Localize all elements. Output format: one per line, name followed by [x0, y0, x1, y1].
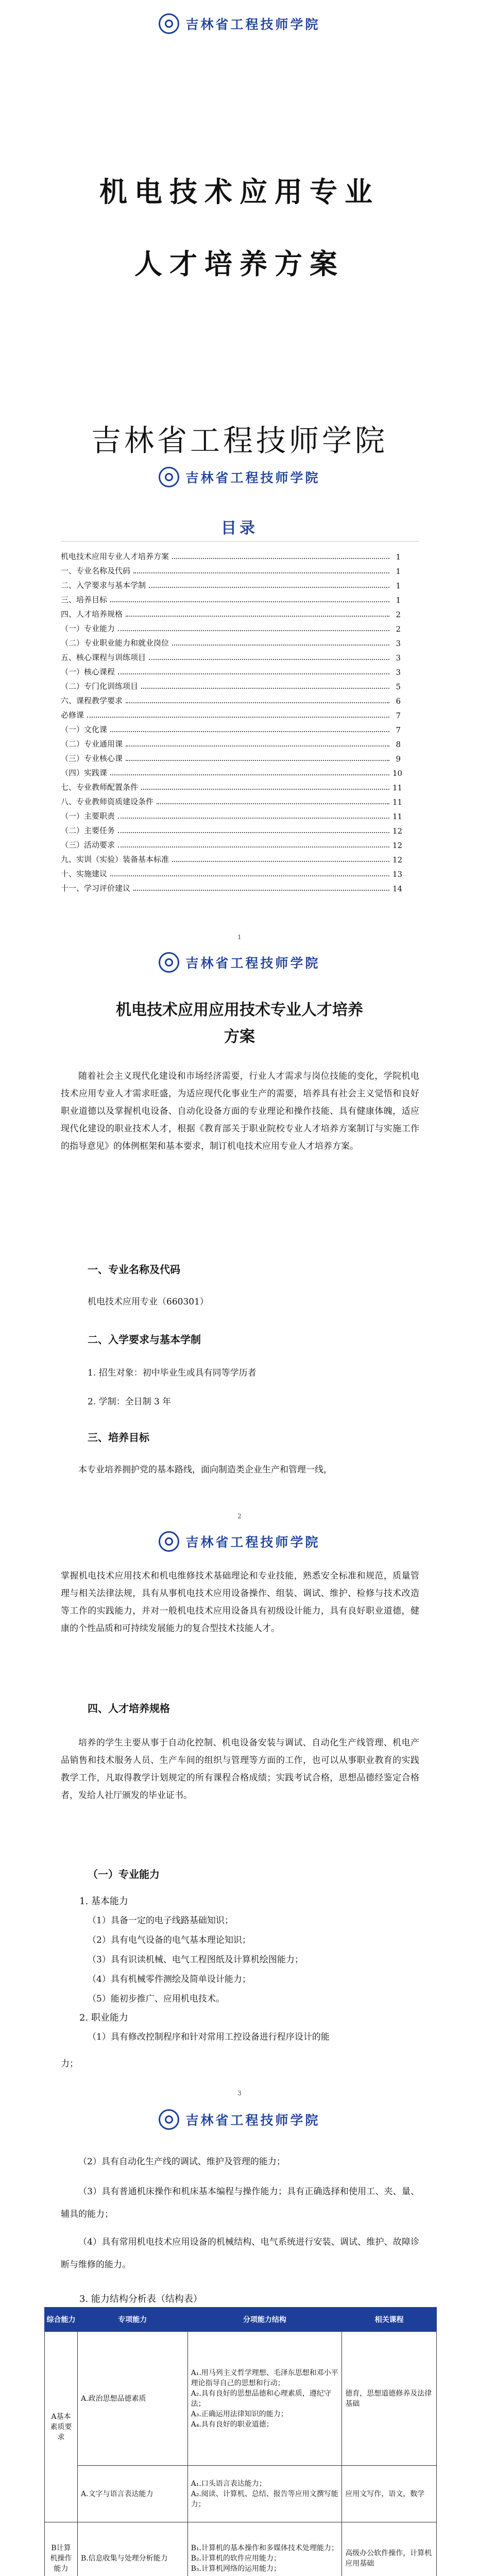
toc-entry-label: 十一、学习评价建议: [61, 884, 131, 893]
toc-entry-label: 六、课程教学要求: [61, 696, 123, 705]
table-specialty-cell: A.政治思想品德素质: [77, 2332, 187, 2466]
toc-entry-label: （二）主要任务: [61, 826, 115, 835]
toc-entry[interactable]: [61, 735, 401, 749]
page-number: 2: [237, 1513, 242, 1520]
toc-entry[interactable]: [61, 865, 401, 879]
toc-entry-page: 3: [396, 668, 401, 677]
toc-entry-page: 12: [392, 841, 403, 850]
toc-entry-page: 10: [392, 769, 403, 778]
table-header-cell: 综合能力: [45, 2308, 78, 2332]
section-heading: 四、人才培养规格: [88, 1702, 170, 1715]
toc-leader-dots: [110, 774, 389, 775]
toc-entry-label: 十、实施建议: [61, 869, 108, 878]
toc-entry-page: 11: [392, 783, 403, 792]
toc-entry[interactable]: [61, 850, 401, 865]
toc-entry[interactable]: [61, 778, 401, 792]
school-emblem-icon: [159, 1531, 179, 1552]
toc-entry-label: （四）实践课: [61, 768, 108, 777]
toc-entry-page: 12: [392, 826, 403, 836]
table-header-cell: 相关课程: [342, 2308, 437, 2332]
toc-entry[interactable]: [61, 720, 401, 735]
toc-leader-dots: [118, 846, 389, 848]
toc-leader-dots: [149, 587, 389, 588]
toc-entry[interactable]: [61, 562, 401, 576]
toc-entry-label: （三）专业核心课: [61, 754, 123, 763]
ability-item: （2）具有电气设备的电气基本理论知识；: [88, 1935, 251, 1945]
table-detail-cell: A₁.口头语言表达能力； A₂.阅读、计算机、总结、报告等应用文撰写能力；: [187, 2466, 342, 2522]
toc-entry-page: 7: [396, 725, 401, 735]
toc-entry[interactable]: [61, 547, 401, 562]
prof-item: （2）具有自动化生产线的调试、维护及管理的能力；: [78, 2157, 285, 2167]
toc-entry-label: 九、实训（实验）装备基本标准: [61, 855, 169, 864]
toc-entry[interactable]: [61, 576, 401, 590]
ability-item: （1）具备一定的电子线路基础知识；: [88, 1916, 233, 1926]
toc-leader-dots: [126, 616, 389, 617]
toc-entry[interactable]: [61, 836, 401, 850]
toc-entry-page: 1: [396, 596, 401, 605]
toc-entry-page: 14: [392, 884, 403, 893]
cover-logo: 吉林省工程技师学院: [0, 467, 479, 487]
toc-entry[interactable]: [61, 879, 401, 893]
cover-title-line1: 机电技术应用专业: [99, 175, 380, 208]
toc-entry[interactable]: [61, 749, 401, 764]
toc-entry[interactable]: [61, 590, 401, 605]
toc-entry-page: 8: [396, 740, 401, 749]
toc-leader-dots: [172, 861, 389, 862]
toc-entry-label: 三、培养目标: [61, 595, 108, 604]
toc-leader-dots: [110, 601, 389, 602]
table-courses-cell: 应用文写作，语文，数学: [342, 2466, 437, 2522]
toc-entry-page: 1: [396, 567, 401, 576]
table-header-cell: 分项能力结构: [187, 2308, 342, 2332]
toc-entry-page: 2: [396, 610, 401, 619]
table-row: [45, 2332, 437, 2466]
toc-entry-page: 5: [396, 682, 401, 691]
prof-item: （3）具有普通机床操作和机床基本编程与操作能力；具有正确选择和使用工、夹、量、辅具的能力；: [61, 2187, 419, 2219]
table-header-cell: 专项能力: [77, 2308, 187, 2332]
toc-leader-dots: [133, 572, 389, 573]
subsection-heading: （一）专业能力: [88, 1868, 160, 1880]
school-emblem-icon: [159, 952, 179, 973]
toc-entry-label: （二）专门化训练项目: [61, 682, 139, 691]
toc-leader-dots: [118, 832, 389, 833]
admission-item: 1. 招生对象：初中毕业生或具有同等学历者: [88, 1368, 256, 1378]
toc-leader-dots: [149, 659, 389, 660]
toc-leader-dots: [110, 875, 389, 876]
toc-entry-label: （一）主要职责: [61, 811, 115, 821]
toc-entry[interactable]: [61, 792, 401, 807]
ability-table: [44, 2307, 437, 2576]
table-row: [45, 2466, 437, 2522]
toc-entry[interactable]: [61, 677, 401, 691]
ability-item: （4）具有机械零件测绘及简单设计能力；: [88, 1974, 251, 1985]
toc-leader-dots: [172, 558, 389, 559]
school-emblem-icon: [159, 2109, 179, 2130]
toc-entry-label: （二）专业通用课: [61, 739, 123, 749]
toc-leader-dots: [141, 688, 389, 689]
page-header-logo: 吉林省工程技师学院: [0, 2109, 479, 2130]
toc-entry-label: 四、人才培养规格: [61, 609, 123, 619]
page-number: 3: [237, 2090, 242, 2097]
toc-entry[interactable]: [61, 691, 401, 706]
prof-title: 2. 职业能力: [79, 2012, 128, 2023]
toc-leader-dots: [172, 645, 389, 646]
table-specialty-cell: A.文字与语言表达能力: [77, 2466, 187, 2522]
toc-entry-label: 必修课: [61, 710, 84, 720]
toc-entry-page: 3: [396, 639, 401, 648]
ability-title: 1. 基本能力: [79, 1896, 128, 1907]
toc-entry-page: 2: [396, 624, 401, 634]
section-heading: 一、专业名称及代码: [88, 1263, 180, 1276]
toc-entry[interactable]: [61, 764, 401, 778]
major-code: 机电技术应用专业（660301）: [88, 1297, 209, 1307]
toc-leader-dots: [126, 702, 389, 703]
toc-entry-page: 12: [392, 855, 403, 865]
intro-paragraph: 随着社会主义现代化建设和市场经济需要，行业人才需求与岗位技能的变化，学院机电技术应用专业人才需求旺盛，为适应现代化事业生产的需要，培养具有社会主义觉悟和良好职业道德以及掌握机电设备、自动化设备方面的专业理论和操作技能、具有健康体魄，适应现代化建设的职业技术人才，根据《教育部关于职业院校专业人才培养方案制订与实施工作的指导意见》的体例框架和基本要求，制订机电技术应用专业人才培养方案。: [61, 1071, 419, 1151]
table-courses-cell: 德育，思想道德修养及法律基础: [342, 2332, 437, 2466]
page-header-logo: 吉林省工程技师学院: [0, 1531, 479, 1552]
toc-entry-label: 二、入学要求与基本学制: [61, 581, 146, 590]
toc-leader-dots: [141, 789, 389, 790]
toc-entry[interactable]: [61, 619, 401, 634]
toc-entry-label: （三）活动要求: [61, 840, 115, 850]
toc-entry[interactable]: [61, 648, 401, 663]
spec-paragraph: 培养的学生主要从事于自动化控制、机电设备安装与调试、自动化生产线管理、机电产品销售和技术服务人员、生产车间的组织与管理等方面的工作，也可以从事职业教育的实践教学工作，凡取得教学计划规定的所有课程合格成绩；实践考试合格，思想品德经鉴定合格者，发给人社厅颁发的毕业证书。: [61, 1738, 419, 1801]
toc-entry-label: 八、专业教师资质建设条件: [61, 797, 154, 806]
toc-entry-page: 9: [396, 754, 401, 764]
toc-heading: 目录: [221, 519, 258, 537]
admission-item: 2. 学制：全日制 3 年: [88, 1397, 172, 1407]
toc-entry[interactable]: [61, 605, 401, 619]
school-emblem-icon: [159, 467, 179, 487]
ability-item: （5）能初步推广、应用机电技术。: [88, 1994, 225, 2004]
toc-leader-dots: [118, 673, 389, 674]
toc-entry-label: 七、专业教师配置条件: [61, 783, 139, 792]
toc-entry-page: 11: [392, 812, 403, 821]
table-row: [45, 2522, 437, 2576]
table-detail-cell: A₁.用马列主义哲学理想、毛泽东思想和邓小平理论指导自己的思想和行动； A₂.具有良好的思想品德和心理素质，遵纪守法； A₃.正确运用法律知识的能力； A₄.具有良好的职业道德；: [187, 2332, 342, 2466]
toc-entry-page: 6: [396, 697, 401, 706]
toc-leader-dots: [87, 717, 389, 718]
toc-entry-page: 1: [396, 581, 401, 590]
table-category-cell: A基本素质要求: [45, 2332, 78, 2522]
goal-paragraph-cont: 掌握机电技术应用技术和机电维修技术基础理论和专业技能，熟悉安全标准和规范，质量管理与相关法律法规，具有从事机电技术应用设备操作、组装、调试、维护、检修与技术改造等工作的实践能力，并对一般机电技术应用设备具有初级设计能力，具有良好职业道德，健康的个性品质和可持续发展能力的复合型技术技能人才。: [61, 1571, 419, 1634]
page-number: 1: [237, 934, 242, 941]
section-heading: 三、培养目标: [88, 1431, 149, 1444]
ability-table-wrap: [44, 2307, 437, 2576]
toc-leader-dots: [126, 760, 389, 761]
doc-title-line2: 方案: [224, 1028, 255, 1046]
header-logo: 吉林省工程技师学院: [0, 13, 479, 34]
table-title: 3. 能力结构分析表（结构表）: [79, 2294, 202, 2304]
toc-entry-label: （一）专业能力: [61, 624, 115, 633]
toc-entry-label: 五、核心课程与训练项目: [61, 653, 146, 662]
toc-entry[interactable]: [61, 807, 401, 821]
toc-leader-dots: [118, 818, 389, 819]
page-header-logo: 吉林省工程技师学院: [0, 952, 479, 973]
toc-entry-label: （一）核心课程: [61, 667, 115, 676]
toc-leader-dots: [110, 731, 389, 732]
toc-entry-page: 7: [396, 711, 401, 720]
toc-entry[interactable]: [61, 634, 401, 648]
toc-entry-page: 13: [392, 870, 403, 879]
toc-entry-label: 一、专业名称及代码: [61, 566, 131, 575]
school-emblem-icon: [159, 13, 179, 34]
toc-entry-label: （二）专业职业能力和就业岗位: [61, 638, 169, 648]
toc-entry-label: （一）文化课: [61, 725, 108, 734]
section-heading: 二、入学要求与基本学制: [88, 1333, 201, 1346]
toc-entry-page: 1: [396, 552, 401, 562]
cover-school-name: 吉林省工程技师学院: [91, 423, 388, 458]
table-header-row: [45, 2308, 437, 2332]
ability-item: （3）具有识读机械、电气工程图纸及计算机绘图能力；: [88, 1955, 303, 1965]
toc-entry-label: 机电技术应用专业人才培养方案: [61, 552, 169, 561]
toc-entry[interactable]: [61, 663, 401, 677]
doc-title-line1: 机电技术应用应用技术专业人才培养: [116, 1001, 363, 1019]
toc-entry[interactable]: [61, 821, 401, 836]
toc-leader-dots: [126, 745, 389, 747]
toc-leader-dots: [118, 630, 389, 631]
goal-paragraph-start: 本专业培养拥护党的基本路线，面向制造类企业生产和管理一线，: [78, 1465, 332, 1475]
toc-leader-dots: [157, 803, 389, 804]
prof-item: （1）具有修改控制程序和针对常用工控设备进行程序设计的能: [88, 2032, 330, 2042]
toc-entry[interactable]: [61, 706, 401, 720]
cover-title-line2: 人才培养方案: [134, 247, 345, 280]
table-detail-cell: B₁.计算机的基本操作和多媒体技术处理能力； B₂.计算机的软件应用能力； B₃.计算机网络的运用能力；: [187, 2522, 342, 2576]
toc-leader-dots: [133, 890, 389, 891]
prof-item: （4）具有常用机电技术应用设备的机械结构、电气系统进行安装、调试、维护、故障诊断与维修的能力。: [61, 2237, 419, 2270]
prof-item-cont: 力；: [61, 2059, 78, 2069]
table-specialty-cell: B.信息收集与处理分析能力: [77, 2522, 187, 2576]
table-category-cell: B计算机操作能力: [45, 2522, 78, 2576]
toc-entry-page: 3: [396, 653, 401, 663]
toc-entry-page: 11: [392, 798, 403, 807]
table-courses-cell: 高级办公软件操作，计算机应用基础: [342, 2522, 437, 2576]
